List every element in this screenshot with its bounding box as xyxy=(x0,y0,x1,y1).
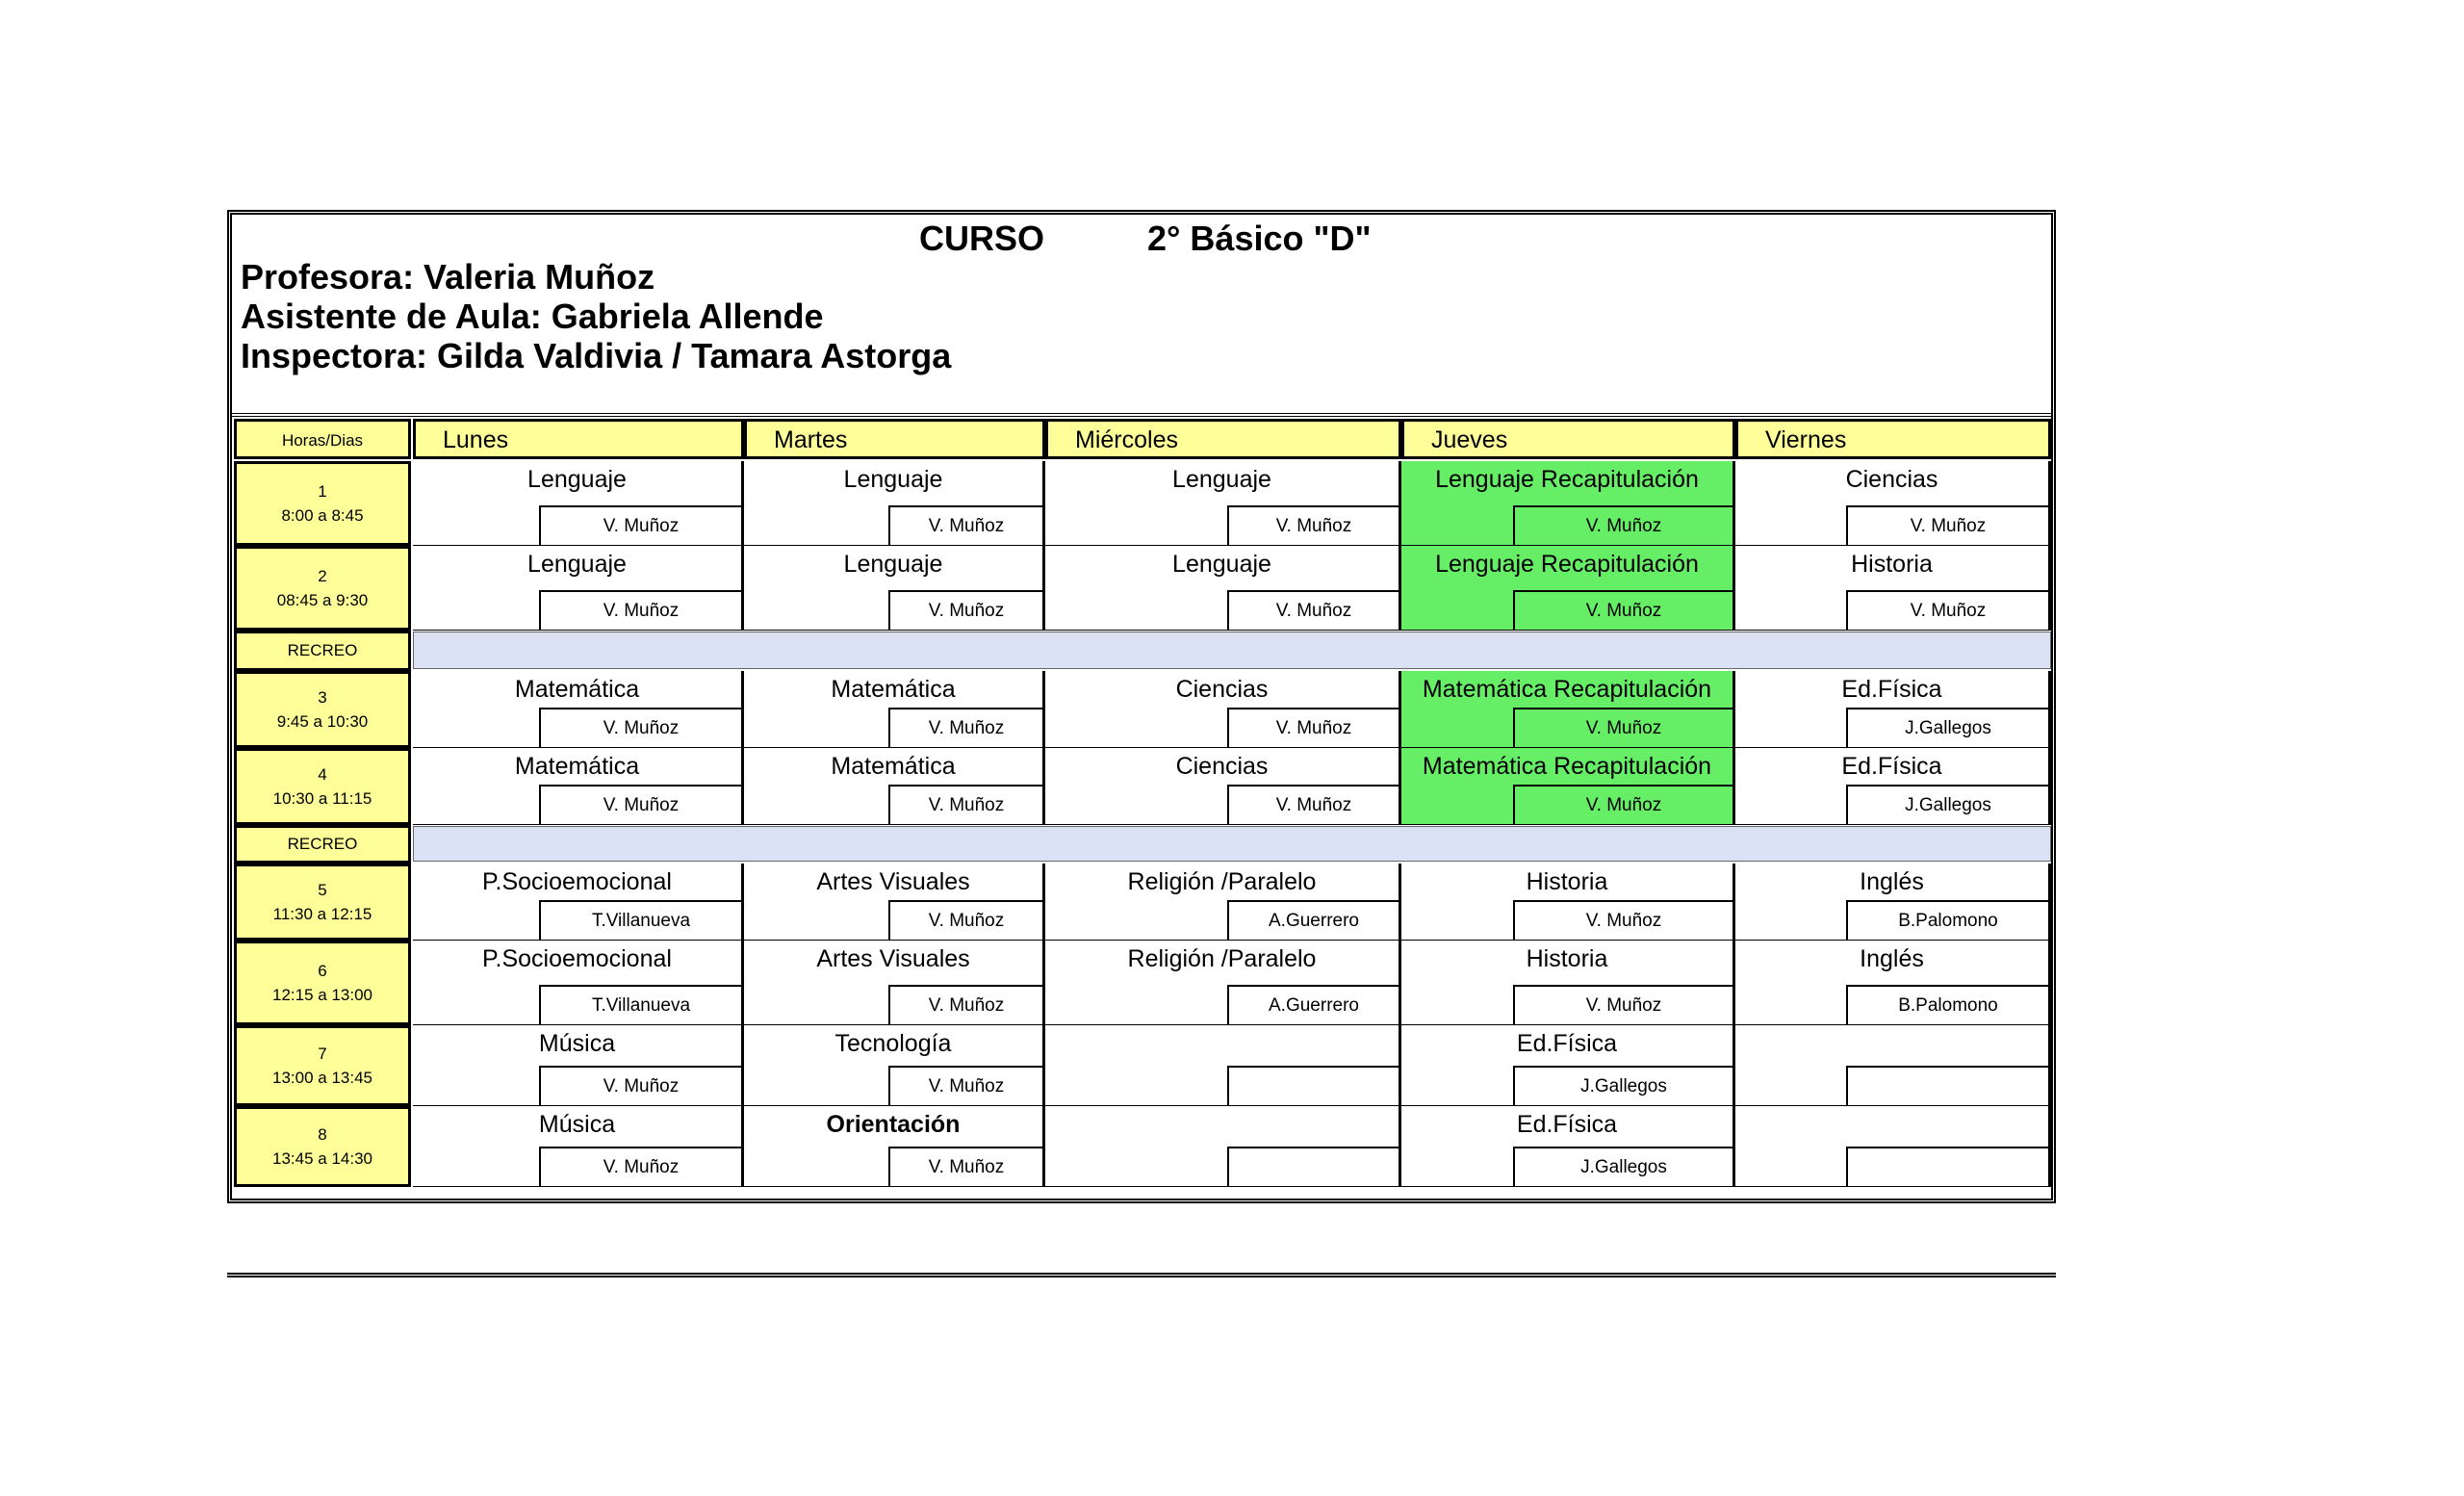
period-header xyxy=(234,748,411,825)
teacher-label: V. Muñoz xyxy=(1513,590,1732,630)
class-slot xyxy=(413,1025,744,1106)
period-number: 5 xyxy=(318,881,327,899)
subject-label: Artes Visuales xyxy=(816,945,970,972)
class-slot xyxy=(744,748,1045,825)
subject-label: Matemática xyxy=(831,753,956,780)
teacher-label: V. Muñoz xyxy=(1846,505,2048,545)
schedule-header xyxy=(232,215,2051,417)
teacher-label xyxy=(1846,1147,2048,1186)
subject-label: Ed.Física xyxy=(1516,1030,1618,1057)
period-time: 9:45 a 10:30 xyxy=(276,712,369,731)
teacher-label: V. Muñoz xyxy=(1513,505,1732,545)
teacher-label: V. Muñoz xyxy=(539,590,741,630)
period-number: 1 xyxy=(318,482,327,501)
subject-label: Tecnología xyxy=(834,1030,952,1057)
teacher-label: B.Palomono xyxy=(1846,985,2048,1024)
subject-label: Ed.Física xyxy=(1841,753,1942,780)
subject-label: Orientación xyxy=(826,1111,961,1138)
period-number: 4 xyxy=(318,765,327,784)
teacher-label: V. Muñoz xyxy=(888,900,1042,940)
period-time: 08:45 a 9:30 xyxy=(276,591,369,609)
teacher-label: V. Muñoz xyxy=(539,708,741,747)
subject-label: Lenguaje Recapitulación xyxy=(1435,551,1699,578)
teacher-label: V. Muñoz xyxy=(1513,708,1732,747)
teacher-label: V. Muñoz xyxy=(1846,590,2048,630)
class-slot xyxy=(1735,671,2051,748)
teacher-label: V. Muñoz xyxy=(1227,505,1399,545)
class-slot xyxy=(1735,461,2051,546)
teacher-label: V. Muñoz xyxy=(1513,785,1732,824)
period-number: 8 xyxy=(318,1125,327,1144)
subject-label: Historia xyxy=(1526,945,1608,972)
bottom-rule xyxy=(227,1273,2056,1277)
teacher-label xyxy=(1227,1147,1399,1186)
period-time: 13:00 a 13:45 xyxy=(272,1069,372,1087)
teacher-label: J.Gallegos xyxy=(1513,1066,1732,1105)
subject-label: Lenguaje xyxy=(843,551,943,578)
class-slot xyxy=(1401,1106,1735,1187)
period-time: 10:30 a 11:15 xyxy=(272,789,372,808)
course-label: CURSO xyxy=(919,219,1045,258)
class-slot xyxy=(1401,864,1735,941)
teacher-line: Profesora: Valeria Muñoz xyxy=(241,257,655,297)
subject-label: Matemática Recapitulación xyxy=(1422,676,1712,703)
class-slot xyxy=(744,1025,1045,1106)
class-slot xyxy=(413,671,744,748)
subject-label: Ciencias xyxy=(1845,466,1938,493)
teacher-label: V. Muñoz xyxy=(888,708,1042,747)
teacher-label xyxy=(1227,1066,1399,1105)
assistant-line: Asistente de Aula: Gabriela Allende xyxy=(241,297,824,336)
class-slot xyxy=(413,461,744,546)
subject-label: Inglés xyxy=(1860,945,1924,972)
class-slot xyxy=(744,546,1045,631)
teacher-label: V. Muñoz xyxy=(888,785,1042,824)
class-slot xyxy=(1401,546,1735,631)
class-slot xyxy=(1045,864,1401,941)
period-header xyxy=(234,864,411,941)
period-time: 8:00 a 8:45 xyxy=(281,506,364,525)
class-slot xyxy=(1401,941,1735,1025)
subject-label: Religión /Paralelo xyxy=(1127,945,1317,972)
class-slot xyxy=(413,546,744,631)
subject-label: Matemática Recapitulación xyxy=(1422,753,1712,780)
period-time: 12:15 a 13:00 xyxy=(272,986,372,1004)
teacher-label: V. Muñoz xyxy=(1513,985,1732,1024)
teacher-label: V. Muñoz xyxy=(539,785,741,824)
teacher-label: V. Muñoz xyxy=(1227,708,1399,747)
subject-label: Lenguaje xyxy=(527,551,627,578)
recreo-bar xyxy=(413,632,2051,669)
subject-label: Lenguaje xyxy=(1172,466,1271,493)
subject-label: Lenguaje xyxy=(527,466,627,493)
teacher-label: T.Villanueva xyxy=(539,985,741,1024)
period-header xyxy=(234,546,411,631)
class-slot xyxy=(1045,1025,1401,1106)
class-slot xyxy=(413,1106,744,1187)
class-slot xyxy=(1401,1025,1735,1106)
teacher-label xyxy=(1846,1066,2048,1105)
subject-label: Música xyxy=(538,1111,616,1138)
subject-label: Religión /Paralelo xyxy=(1127,868,1317,895)
teacher-label: T.Villanueva xyxy=(539,900,741,940)
class-slot xyxy=(744,461,1045,546)
class-slot xyxy=(1401,461,1735,546)
day-header-4: Viernes xyxy=(1735,419,2051,459)
period-time: 13:45 a 14:30 xyxy=(272,1149,372,1168)
recreo-label: RECREO xyxy=(234,631,411,671)
subject-label: P.Socioemocional xyxy=(482,868,672,895)
teacher-label: V. Muñoz xyxy=(539,505,741,545)
subject-label: Ed.Física xyxy=(1841,676,1942,703)
class-slot xyxy=(744,864,1045,941)
period-header xyxy=(234,1106,411,1187)
teacher-label: A.Guerrero xyxy=(1227,985,1399,1024)
class-slot xyxy=(1735,864,2051,941)
period-number: 3 xyxy=(318,688,327,707)
class-slot xyxy=(1045,1106,1401,1187)
teacher-label: J.Gallegos xyxy=(1846,708,2048,747)
teacher-label: V. Muñoz xyxy=(888,590,1042,630)
teacher-label: J.Gallegos xyxy=(1513,1147,1732,1186)
corner-header: Horas/Dias xyxy=(234,419,411,459)
class-slot xyxy=(1045,671,1401,748)
class-slot xyxy=(1401,748,1735,825)
recreo-bar xyxy=(413,826,2051,862)
period-header xyxy=(234,941,411,1025)
day-header-0: Lunes xyxy=(413,419,744,459)
course-value: 2° Básico "D" xyxy=(1147,219,1372,258)
subject-label: Inglés xyxy=(1860,868,1924,895)
period-header xyxy=(234,1025,411,1106)
period-number: 2 xyxy=(318,567,327,585)
subject-label: Artes Visuales xyxy=(816,868,970,895)
period-header xyxy=(234,671,411,748)
class-slot xyxy=(1401,671,1735,748)
period-time: 11:30 a 12:15 xyxy=(272,905,372,923)
class-slot xyxy=(1045,748,1401,825)
teacher-label: V. Muñoz xyxy=(888,505,1042,545)
subject-label: Matemática xyxy=(514,753,640,780)
class-slot xyxy=(1735,546,2051,631)
day-header-2: Miércoles xyxy=(1045,419,1401,459)
subject-label: Matemática xyxy=(831,676,956,703)
recreo-label: RECREO xyxy=(234,825,411,864)
class-slot xyxy=(413,941,744,1025)
class-slot xyxy=(413,864,744,941)
class-slot xyxy=(1735,941,2051,1025)
class-slot xyxy=(1735,748,2051,825)
subject-label: Lenguaje xyxy=(843,466,943,493)
teacher-label: V. Muñoz xyxy=(539,1066,741,1105)
subject-label: P.Socioemocional xyxy=(482,945,672,972)
teacher-label: A.Guerrero xyxy=(1227,900,1399,940)
day-header-3: Jueves xyxy=(1401,419,1735,459)
class-slot xyxy=(1735,1025,2051,1106)
subject-label: Historia xyxy=(1526,868,1608,895)
period-header xyxy=(234,461,411,546)
subject-label: Lenguaje xyxy=(1172,551,1271,578)
class-slot xyxy=(1045,461,1401,546)
teacher-label: V. Muñoz xyxy=(1513,900,1732,940)
teacher-label: V. Muñoz xyxy=(1227,590,1399,630)
teacher-label: V. Muñoz xyxy=(888,985,1042,1024)
subject-label: Matemática xyxy=(514,676,640,703)
class-slot xyxy=(1045,546,1401,631)
subject-label: Lenguaje Recapitulación xyxy=(1435,466,1699,493)
period-number: 7 xyxy=(318,1045,327,1063)
subject-label: Ciencias xyxy=(1175,753,1269,780)
subject-label: Historia xyxy=(1851,551,1933,578)
schedule-sheet xyxy=(227,210,2056,1203)
class-slot xyxy=(1045,941,1401,1025)
teacher-label: V. Muñoz xyxy=(888,1066,1042,1105)
inspector-line: Inspectora: Gilda Valdivia / Tamara Astorga xyxy=(241,336,952,375)
period-number: 6 xyxy=(318,962,327,980)
class-slot xyxy=(744,671,1045,748)
subject-label: Ed.Física xyxy=(1516,1111,1618,1138)
class-slot xyxy=(413,748,744,825)
class-slot xyxy=(1735,1106,2051,1187)
teacher-label: B.Palomono xyxy=(1846,900,2048,940)
teacher-label: V. Muñoz xyxy=(539,1147,741,1186)
day-header-1: Martes xyxy=(744,419,1045,459)
teacher-label: J.Gallegos xyxy=(1846,785,2048,824)
teacher-label: V. Muñoz xyxy=(1227,785,1399,824)
teacher-label: V. Muñoz xyxy=(888,1147,1042,1186)
subject-label: Ciencias xyxy=(1175,676,1269,703)
class-slot xyxy=(744,1106,1045,1187)
subject-label: Música xyxy=(538,1030,616,1057)
class-slot xyxy=(744,941,1045,1025)
